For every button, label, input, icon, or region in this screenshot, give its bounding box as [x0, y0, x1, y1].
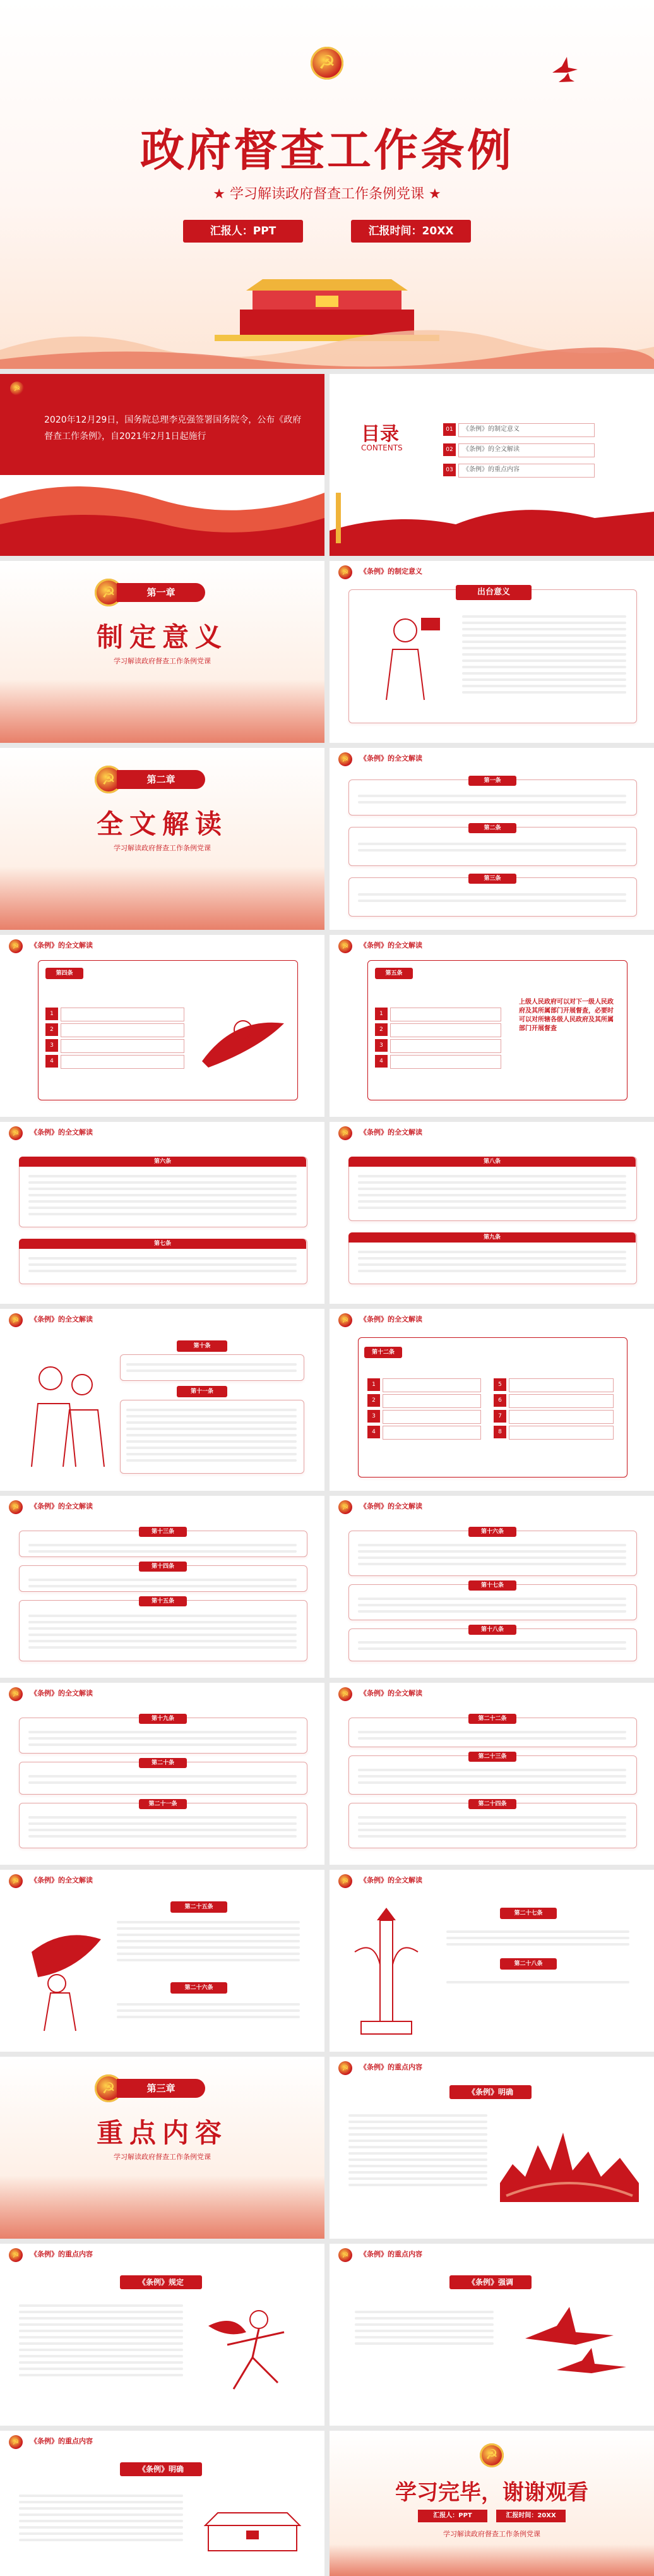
- article-tag: 第二十三条: [468, 1752, 516, 1762]
- article-tag: 第二十八条: [500, 1958, 557, 1970]
- list-item: 1: [45, 1008, 184, 1020]
- emblem-icon: [338, 1874, 352, 1888]
- reporter-badge: 汇报人：PPT: [183, 220, 303, 243]
- slide-header: 《条例》的全文解读: [360, 754, 422, 762]
- article-tag: 第九条: [348, 1232, 636, 1243]
- article-5-slide: [330, 935, 654, 1117]
- list-item: 8: [494, 1426, 614, 1438]
- toc-item-label: 《条例》的全文解读: [458, 443, 595, 457]
- chapter-subtitle: 学习解读政府督查工作条例党课: [114, 657, 211, 665]
- emblem-icon: [9, 1313, 23, 1327]
- article-tag: 第十六条: [468, 1527, 516, 1537]
- slide-header: 《条例》的全文解读: [30, 941, 93, 949]
- chapter-title: 重点内容: [96, 2117, 228, 2148]
- body-text-lines: [117, 1917, 300, 1965]
- slide-header: 《条例》的全文解读: [30, 1502, 93, 1510]
- emblem-icon: [338, 2061, 352, 2075]
- article-tag: 第二十二条: [468, 1714, 516, 1724]
- body-text-lines: [117, 1999, 300, 2022]
- intro-slide: [0, 374, 324, 556]
- body-text-lines: [358, 1637, 626, 1654]
- list-item: 3: [367, 1410, 481, 1423]
- doves-icon: [549, 54, 581, 85]
- callout-text: 上级人民政府可以对下一级人民政府及其所属部门开展督查，必要时可以对所辖各级人民政府及其所属部门开展督查: [519, 999, 614, 1032]
- doves-illustration: [519, 2301, 639, 2383]
- article-tag: 第三条: [468, 874, 516, 884]
- toc-item-label: 《条例》的制定意义: [458, 423, 595, 437]
- ribbon-illustration: [196, 1004, 290, 1074]
- body-text-lines: [358, 839, 626, 855]
- slide-header: 《条例》的全文解读: [30, 1128, 93, 1136]
- body-text-lines: [462, 611, 626, 697]
- chapter2-slide: [0, 748, 324, 930]
- emblem-icon: [338, 565, 352, 579]
- slide-header: 《条例》的全文解读: [360, 1876, 422, 1884]
- chapter-subtitle: 学习解读政府督查工作条例党课: [114, 844, 211, 852]
- article-tag: 第二十五条: [170, 1901, 227, 1913]
- emblem-icon: [9, 1500, 23, 1514]
- slide-header: 《条例》的重点内容: [30, 2250, 93, 2258]
- slide-header: 《条例》的重点内容: [360, 2063, 422, 2071]
- key-tag: 《条例》规定: [120, 2275, 202, 2289]
- ending-reporter: 汇报人：PPT: [418, 2510, 487, 2522]
- flag-bearer-illustration: [19, 1914, 107, 2034]
- emblem-icon: [9, 1126, 23, 1140]
- toc-item-2[interactable]: [443, 443, 595, 456]
- article-tag: 第十三条: [139, 1527, 187, 1537]
- cover-subtitle: ★ 学习解读政府督查工作条例党课 ★: [213, 186, 441, 202]
- slide-header: 《条例》的全文解读: [360, 1128, 422, 1136]
- key-tag: 《条例》强调: [449, 2275, 532, 2289]
- key-point-1-slide: [330, 2057, 654, 2239]
- mountain-decoration: [0, 474, 324, 556]
- meaning-slide: [330, 561, 654, 743]
- key-point-2-slide: [0, 2244, 324, 2426]
- body-text-lines: [28, 1253, 297, 1276]
- article-tag: 第十条: [177, 1340, 227, 1352]
- article-tag: 第二十七条: [500, 1908, 557, 1919]
- body-text-lines: [358, 791, 626, 807]
- body-text-lines: [19, 2301, 183, 2380]
- emblem-icon: [338, 752, 352, 766]
- people-illustration: [19, 1353, 114, 1473]
- article-12-slide: [330, 1309, 654, 1491]
- article-tag: 第五条: [375, 968, 413, 979]
- articles-27-28-slide: [330, 1870, 654, 2052]
- key-point-4-slide: [0, 2431, 324, 2576]
- chapter-title: 全文解读: [96, 809, 228, 840]
- article-tag: 第二十四条: [468, 1799, 516, 1809]
- body-text-lines: [28, 1812, 297, 1841]
- toc-title-en: CONTENTS: [361, 443, 403, 452]
- body-text-lines: [446, 1927, 629, 1949]
- party-emblem-icon: [311, 47, 343, 80]
- body-text-lines: [28, 1727, 297, 1750]
- flag-decoration: [330, 486, 654, 556]
- emblem-icon: [9, 2435, 23, 2449]
- chapter3-slide: [0, 2057, 324, 2239]
- emblem-icon: [338, 1126, 352, 1140]
- city-skyline-illustration: [500, 2107, 639, 2202]
- body-text-lines: [358, 1594, 626, 1616]
- key-tag: 《条例》明确: [120, 2462, 202, 2476]
- list-item: 2: [367, 1394, 481, 1407]
- list-item: 4: [375, 1055, 501, 1068]
- list-item: 2: [45, 1023, 184, 1036]
- article-tag: 第十九条: [139, 1714, 187, 1724]
- list-item: 4: [367, 1426, 481, 1438]
- article-tag: 第四条: [45, 968, 83, 979]
- running-figure-illustration: [196, 2301, 309, 2395]
- slide-header: 《条例》的重点内容: [30, 2437, 93, 2445]
- tiananmen-illustration: [196, 2494, 309, 2557]
- slide-header: 《条例》的全文解读: [360, 1315, 422, 1323]
- key-point-3-slide: [330, 2244, 654, 2426]
- articles-8-9-slide: [330, 1122, 654, 1304]
- body-text-lines: [28, 1540, 297, 1556]
- chapter1-slide: [0, 561, 324, 743]
- section-tag: 出台意义: [456, 585, 532, 600]
- body-text-lines: [126, 1359, 297, 1376]
- article-4-slide: [0, 935, 324, 1117]
- body-text-lines: [358, 1171, 626, 1213]
- body-text-lines: [358, 1765, 626, 1788]
- slide-header: 《条例》的全文解读: [360, 1502, 422, 1510]
- key-tag: 《条例》明确: [449, 2085, 532, 2099]
- body-text-lines: [348, 2110, 487, 2190]
- mountain-decoration: [0, 2176, 324, 2239]
- body-text-lines: [355, 2307, 494, 2349]
- monument-illustration: [348, 1901, 424, 2040]
- article-tag: 第六条: [19, 1157, 306, 1167]
- emblem-icon: [338, 2248, 352, 2262]
- article-tag: 第十五条: [139, 1596, 187, 1606]
- body-text-lines: [126, 1405, 297, 1466]
- article-tag: 第十一条: [177, 1386, 227, 1397]
- articles-25-26-slide: [0, 1870, 324, 2052]
- emblem-icon: [9, 1874, 23, 1888]
- list-item: 5: [494, 1378, 614, 1391]
- articles-16-18-slide: [330, 1496, 654, 1678]
- article-tag: 第十二条: [364, 1347, 402, 1358]
- toc-item-number: 02: [443, 443, 456, 456]
- chapter-subtitle: 学习解读政府督查工作条例党课: [114, 2153, 211, 2161]
- slide-header: 《条例》的全文解读: [30, 1689, 93, 1697]
- intro-text: 2020年12月29日，国务院总理李克强签署国务院令，公布《政府督查工作条例》，自2021年2月1日起施行: [44, 415, 302, 442]
- toc-item-number: 03: [443, 464, 456, 476]
- article-tag: 第二十一条: [139, 1799, 187, 1809]
- mountain-decoration: [330, 2544, 654, 2576]
- slide-header: 《条例》的制定意义: [360, 567, 422, 575]
- emblem-icon: [338, 1687, 352, 1701]
- articles-10-11-slide: [0, 1309, 324, 1491]
- body-text-lines: [19, 2491, 183, 2545]
- slide-header: 《条例》的全文解读: [360, 1689, 422, 1697]
- body-text-lines: [28, 1575, 297, 1591]
- emblem-icon: [9, 1687, 23, 1701]
- body-text-lines: [28, 1171, 297, 1219]
- toc-slide: [330, 374, 654, 556]
- article-tag: 第二条: [468, 823, 516, 833]
- body-text-lines: [358, 889, 626, 906]
- article-tag: 第十八条: [468, 1625, 516, 1635]
- body-text-lines: [28, 1611, 297, 1652]
- emblem-icon: [338, 1313, 352, 1327]
- articles-13-15-slide: [0, 1496, 324, 1678]
- worker-illustration: [361, 611, 449, 706]
- cover-slide: [0, 0, 654, 369]
- toc-item-3[interactable]: [443, 464, 595, 476]
- ending-subtitle: 学习解读政府督查工作条例党课: [443, 2530, 540, 2538]
- mountain-decoration: [0, 312, 654, 369]
- party-emblem-icon: [480, 2443, 504, 2467]
- list-item: 7: [494, 1410, 614, 1423]
- articles-6-7-slide: [0, 1122, 324, 1304]
- emblem-icon: [338, 939, 352, 953]
- ending-slide: [330, 2431, 654, 2576]
- article-tag: 第二十条: [139, 1758, 187, 1768]
- list-item: 2: [375, 1023, 501, 1036]
- list-item: 4: [45, 1055, 184, 1068]
- slide-header: 《条例》的全文解读: [360, 941, 422, 949]
- cover-title: 政府督查工作条例: [140, 124, 514, 176]
- article-tag: 第十七条: [468, 1580, 516, 1591]
- body-text-lines: [358, 1812, 626, 1841]
- ending-title: 学习完毕，谢谢观看: [395, 2480, 588, 2505]
- slide-header: 《条例》的重点内容: [360, 2250, 422, 2258]
- chapter-number: 第三章: [117, 2079, 205, 2098]
- toc-item-number: 01: [443, 423, 456, 436]
- emblem-icon: [9, 2248, 23, 2262]
- chapter-title: 制定意义: [96, 622, 228, 653]
- emblem-icon: [10, 382, 24, 395]
- mountain-decoration: [0, 867, 324, 930]
- articles-19-21-slide: [0, 1683, 324, 1865]
- list-item: 3: [45, 1039, 184, 1052]
- article-tag: 第十四条: [139, 1562, 187, 1572]
- body-text-lines: [358, 1727, 626, 1743]
- emblem-icon: [9, 939, 23, 953]
- body-text-lines: [358, 1247, 626, 1276]
- article-tag: 第七条: [19, 1239, 306, 1249]
- body-text-lines: [28, 1771, 297, 1788]
- time-badge: 汇报时间：20XX: [351, 220, 471, 243]
- list-item: 1: [375, 1008, 501, 1020]
- mountain-decoration: [0, 680, 324, 743]
- body-text-lines: [358, 1540, 626, 1569]
- articles-1-3-slide: [330, 748, 654, 930]
- toc-item-1[interactable]: [443, 423, 595, 436]
- article-tag: 第一条: [468, 776, 516, 786]
- articles-22-24-slide: [330, 1683, 654, 1865]
- chapter-number: 第二章: [117, 770, 205, 789]
- list-item: 1: [367, 1378, 481, 1391]
- emblem-icon: [338, 1500, 352, 1514]
- article-tag: 第八条: [348, 1157, 636, 1167]
- list-item: 6: [494, 1394, 614, 1407]
- ending-time: 汇报时间：20XX: [496, 2510, 566, 2522]
- chapter-number: 第一章: [117, 583, 205, 602]
- article-tag: 第二十六条: [170, 1982, 227, 1994]
- toc-title: 目录: [361, 423, 399, 445]
- body-text-lines: [446, 1977, 629, 1987]
- list-item: 3: [375, 1039, 501, 1052]
- slide-header: 《条例》的全文解读: [30, 1876, 93, 1884]
- slide-header: 《条例》的全文解读: [30, 1315, 93, 1323]
- toc-item-label: 《条例》的重点内容: [458, 464, 595, 478]
